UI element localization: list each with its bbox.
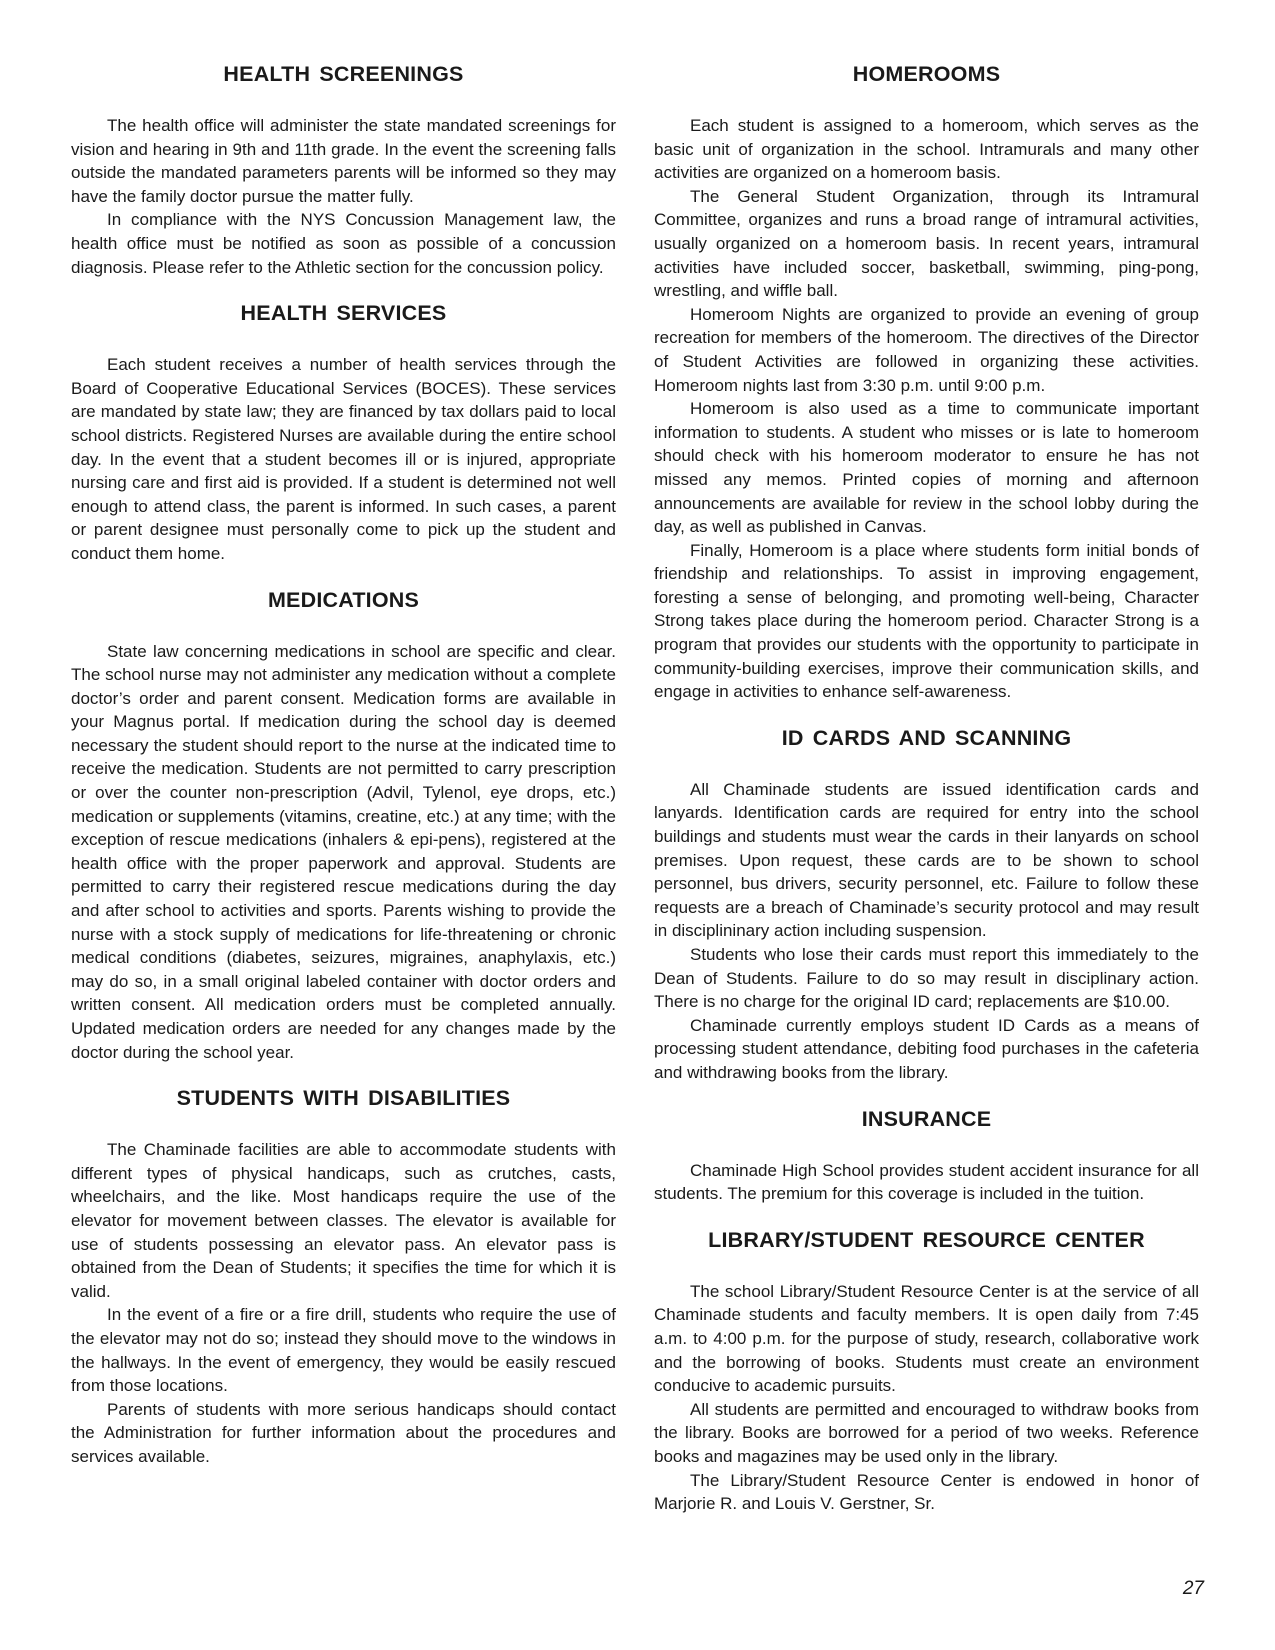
- paragraph: The health office will administer the state mandated screenings for vision and hearing in 9th and 11th grade. In the event the screening falls outside the mandated parameters parents will be informed so they may have the family doctor pursue the matter fully.: [71, 116, 616, 206]
- left-column: [71, 62, 616, 1491]
- paragraph: The General Student Organization, through its Intramural Committee, organizes and runs a broad range of intramural activities, usually organized on a homeroom basis. In recent years, intramural activities have included soccer, basketball, swimming, ping-pong, wrestling, and wiffle ball.: [654, 186, 1199, 301]
- section-heading: HOMEROOMS: [852, 62, 1001, 86]
- right-column: [654, 62, 1199, 1538]
- section-health-screenings: [71, 62, 616, 279]
- paragraph: Finally, Homeroom is a place where students form initial bonds of friendship and relationships. To assist in improving engagement, foresting a sense of belonging, and promoting well-being, Character Strong takes place during the homeroom period. Character Strong is a program that provides our students with the opportunity to participate in community-building exercises, improve their communication skills, and engage in activities to enhance self-awareness.: [654, 540, 1199, 702]
- section-students-with-disabilities: [71, 1086, 616, 1468]
- paragraph: In compliance with the NYS Concussion Management law, the health office must be notified as soon as possible of a concussion diagnosis. Please refer to the Athletic section for the concussion policy.: [71, 210, 616, 277]
- page-number: 27: [1182, 1578, 1204, 1599]
- paragraph: Chaminade currently employs student ID Cards as a means of processing student attendance, debiting food purchases in the cafeteria and withdrawing books from the library.: [654, 1015, 1199, 1082]
- section-insurance: [654, 1107, 1199, 1206]
- paragraph: The Library/Student Resource Center is endowed in honor of Marjorie R. and Louis V. Gerstner, Sr.: [654, 1470, 1199, 1514]
- section-id-cards: [654, 726, 1199, 1085]
- paragraph: All Chaminade students are issued identification cards and lanyards. Identification cards are required for entry into the school buildings and students must wear the cards in their lanyards on school premises. Upon request, these cards are to be shown to school personnel, bus drivers, security personnel, etc. Failure to follow these requests are a breach of Chaminade’s security protocol and may result in disciplininary action including suspension.: [654, 779, 1199, 941]
- section-heading: ID CARDS AND SCANNING: [781, 725, 1072, 750]
- section-heading: HEALTH SCREENINGS: [223, 62, 464, 86]
- section-heading: INSURANCE: [861, 1106, 992, 1131]
- paragraph: Each student is assigned to a homeroom, which serves as the basic unit of organization in the school. Intramurals and many other activities are organized on a homeroom basis.: [654, 116, 1199, 183]
- section-health-services: [71, 301, 616, 565]
- paragraph: Each student receives a number of health services through the Board of Cooperative Educational Services (BOCES). These services are mandated by state law; they are financed by tax dollars paid to local school districts. Registered Nurses are available during the entire school day. In the event that a student becomes ill or is injured, appropriate nursing care and first aid is provided. If a student is determined not well enough to attend class, the parent is informed. In such cases, a parent or parent designee must personally come to pick up the student and conduct them home.: [71, 355, 616, 563]
- paragraph: Students who lose their cards must report this immediately to the Dean of Students. Failure to do so may result in disciplinary action. There is no charge for the original ID card; replacements are $10.00.: [654, 945, 1199, 1012]
- paragraph: In the event of a fire or a fire drill, students who require the use of the elevator may not do so; instead they should move to the windows in the hallways. In the event of emergency, they would be easily rescued from those locations.: [71, 1305, 616, 1396]
- section-library: [654, 1228, 1199, 1516]
- paragraph: Chaminade High School provides student accident insurance for all students. The premium for this coverage is included in the tuition.: [654, 1160, 1199, 1204]
- section-heading: STUDENTS WITH DISABILITIES: [176, 1086, 511, 1111]
- paragraph: The school Library/Student Resource Center is at the service of all Chaminade students and faculty members. It is open daily from 7:45 a.m. to 4:00 p.m. for the purpose of study, research, collaborative work and the borrowing of books. Students must create an environment conducive to academic pursuits.: [654, 1281, 1199, 1396]
- paragraph: All students are permitted and encouraged to withdraw books from the library. Books are borrowed for a period of two weeks. Reference books and magazines may be used only in the library.: [654, 1399, 1199, 1466]
- section-heading: MEDICATIONS: [267, 587, 420, 612]
- paragraph: Parents of students with more serious handicaps should contact the Administration for further information about the procedures and services available.: [71, 1399, 616, 1466]
- paragraph: Homeroom is also used as a time to communicate important information to students. A student who misses or is late to homeroom should check with his homeroom moderator to ensure he has not missed any memos. Printed copies of morning and afternoon announcements are available for review in the school lobby during the day, as well as published in Canvas.: [654, 399, 1199, 537]
- paragraph: State law concerning medications in school are specific and clear. The school nurse may not administer any medication without a complete doctor’s order and parent consent. Medication forms are available in your Magnus portal. If medication during the school day is deemed necessary the student should report to the nurse at the indicated time to receive the medication. Students are not permitted to carry prescription or over the counter non-prescription (Advil, Tylenol, eye drops, etc.) medication or supplements (vitamins, creatine, etc.) at any time; with the exception of rescue medications (inhalers & epi-pens), registered at the health office with the proper paperwork and approval. Students are permitted to carry their registered rescue medications during the day and after school to activities and sports. Parents wishing to provide the nurse with a stock supply of medications for life-threatening or chronic medical conditions (diabetes, seizures, migraines, anaphylaxis, etc.) may do so, in a small original labeled container with doctor orders and written consent. All medication orders must be completed annually. Updated medication orders are needed for any changes made by the doctor during the school year.: [71, 641, 616, 1062]
- section-heading: HEALTH SERVICES: [240, 301, 447, 326]
- section-medications: [71, 588, 616, 1065]
- paragraph: Homeroom Nights are organized to provide an evening of group recreation for members of the homeroom. The directives of the Director of Student Activities are followed in organizing these activities. Homeroom nights last from 3:30 p.m. until 9:00 p.m.: [654, 304, 1199, 395]
- section-heading: LIBRARY/STUDENT RESOURCE CENTER: [708, 1227, 1145, 1252]
- section-homerooms: [654, 62, 1199, 704]
- paragraph: The Chaminade facilities are able to accommodate students with different types of physical handicaps, such as crutches, casts, wheelchairs, and the like. Most handicaps require the use of the elevator for movement between classes. The elevator is available for use of students possessing an elevator pass. An elevator pass is obtained from the Dean of Students; it specifies the time for which it is valid.: [71, 1140, 616, 1301]
